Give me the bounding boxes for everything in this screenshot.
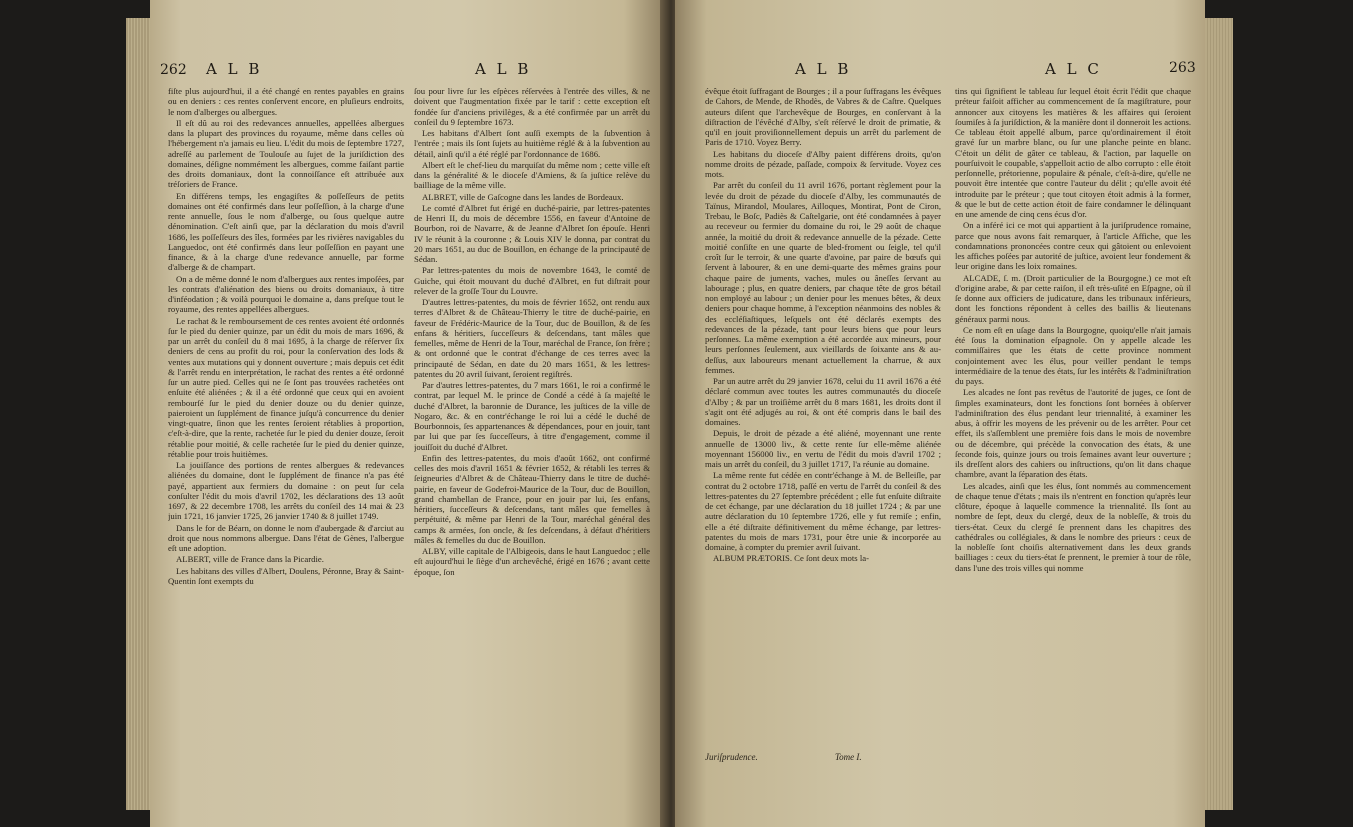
paragraph: ALCADE, ſ. m. (Droit particulier de la Bourgogne.) ce mot eſt d'origine arabe, & par cette raiſon, il eſt très-uſité en Eſpagne, où il ſe donne aux officiers de judicature, dans les tribunaux inférieurs, dont les fonctions répondent à celles des baillis & lieutenans généraux parmi nous.	[955, 272, 1191, 324]
paragraph: D'autres lettres-patentes, du mois de février 1652, ont rendu aux terres d'Albret & de Château-Thierry le titre de duché-pairie, en faveur de Frédéric-Maurice de la Tour, duc de Bouillon, & de ſes enfans & héritiers, ſucceſſeurs & deſcendans, tant mâles que femelles, même de Henri de la Tour, maréchal de France, ſon frère ; & ont ordonné que le contrat d'échange de ces terres avec la principauté de Sédan, en date du 20 mars 1651, & les lettres-patentes du 20 avril ſuivant, ſeroient regiſtrés.	[414, 297, 650, 379]
paragraph: En différens temps, les engagiſtes & poſſeſſeurs de petits domaines ont été confirmés dans leur poſſeſſion, à la charge d'une rente annuelle, ſous le nom d'alberge, ou ſous quelque autre dénomination. C'eſt ainſi que, par la déclaration du mois d'avril 1686, les poſſeſſeurs des îles, formées par les rivières navigables du Languedoc, ont été confirmés dans leur poſſeſſion en payant une finance, & à la charge d'une redevance annuelle, par forme d'alberge & de champart.	[168, 190, 404, 273]
running-head: A L C	[1045, 60, 1102, 78]
text-column	[955, 86, 1191, 786]
left-page-edges	[126, 18, 152, 810]
right-page-header	[685, 60, 1196, 82]
paragraph: Le rachat & le remboursement de ces rentes avoient été ordonnés ſur le pied du denier quinze, par un édit du mois de mars 1696, & par un arrêt du conſeil du 8 mai 1695, à la charge de réſerver ſix deniers de cens au profit du roi, pour la conſervation des lods & ventes aux mutations qui y donnent ouverture ; mais depuis cet édit & l'arrêt rendu en interprétation, le rachat des rentes a été ordonné ſur un autre pied. Celles qui ne ſe ſont pas trouvées rachetées ont enſuite été aliénées ; & il a été ordonné que ceux qui en avoient rembourſé ſur le pied du denier douze ou du denier quinze, paieroient un ſupplément de finance juſqu'à concurrence du denier vingt-quatre, ſinon que les rentes ſeroient rétablies à proportion, c'eſt-à-dire, que la rente, rachetée ſur le pied du denier douze, ſeroit rétablie pour moitié, & celle rachetée ſur le pied du denier quinze, rétablie pour trois huitièmes.	[168, 315, 404, 459]
paragraph: fiſte plus aujourd'hui, il a été changé en rentes payables en grains ou en deniers : ces rentes conſervent encore, en pluſieurs endroits, le nom d'alberges ou albergues.	[168, 86, 404, 117]
text-column	[168, 86, 404, 786]
text-column	[414, 86, 650, 786]
right-page	[675, 0, 1205, 827]
paragraph: évêque étoit ſuffragant de Bourges ; il a pour ſuffragans les évêques de Cahors, de Mende, de Rhodès, de Vabres & de Caſtre. Quelques auteurs diſent que l'archevêque de Bourges, en conſervant à la diſtraction de l'évêché d'Alby, s'eſt réſervé le droit de primatie, & qu'il en jouit proviſionnellement depuis un arrêt du parlement de Paris de 1710. Voyez Berry.	[705, 86, 941, 148]
running-head: A L B	[795, 60, 852, 78]
left-page-header	[160, 60, 655, 82]
paragraph: Par lettres-patentes du mois de novembre 1643, le comté de Guiche, qui étoit mouvant du duché d'Albret, en fut diſtrait pour relever de la groſſe Tour du Louvre.	[414, 265, 650, 296]
paragraph: Le comté d'Albret fut érigé en duché-pairie, par lettres-patentes de Henri II, du mois de décembre 1556, en faveur d'Antoine de Bourbon, roi de Navarre, & de Jeanne d'Albret ſon épouſe. Henri IV le réunit à la couronne ; & Louis XIV le donna, par contrat du 20 mars 1651, au duc de Bouillon, en échange de la principauté de Sédan.	[414, 202, 650, 264]
paragraph: Enfin des lettres-patentes, du mois d'août 1662, ont confirmé celles des mois d'avril 1651 & février 1652, & rétabli les terres & ſeigneuries d'Albret & de Château-Thierry dans le titre de duché-pairie, en faveur de Godefroi-Maurice de la Tour, duc de Bouillon, grand chambellan de France, pour en jouir par lui, ſes enfans, héritiers, ſucceſſeurs & deſcendans, tant mâles que femelles à perpétuité, & même par Henri de la Tour, maréchal général des camps & armées, ſon oncle, & ſes deſcendans, à défaut d'héritiers mâles & femelles du duc de Bouillon.	[414, 452, 650, 545]
footer-right: Tome I.	[835, 752, 862, 762]
paragraph: Dans le for de Béarn, on donne le nom d'aubergade & d'arciut au droit que nous nommons albergue. Dans l'état de Gènes, l'albergue eſt une adoption.	[168, 522, 404, 553]
paragraph: Les alcades, ainſi que les élus, ſont nommés au commencement de chaque tenue d'états ; mais ils n'entrent en fonction qu'après leur clôture, époque à laquelle commence la triennalité. Ils ſont au nombre de ſept, deux du clergé, deux de la nobleſſe, & trois du tiers-état. Ceux du clergé ſe prennent dans les chapitres des cathédrales ou collégiales, & dans le nombre des prieurs : ceux de la nobleſſe ſont choiſis alternativement dans les deux grands bailliages : ceux du tiers-état ſe prennent, le premier à tour de rôle, dans l'une des trois villes qui nomme	[955, 480, 1191, 573]
paragraph: ALBERT, ville de France dans la Picardie.	[176, 554, 324, 565]
paragraph: ALBRET, ville de Gaſcogne dans les landes de Bordeaux.	[422, 191, 624, 202]
paragraph: tins qui ſignifient le tableau ſur lequel étoit écrit l'édit que chaque préteur faiſoit afficher au commencement de ſa magiſtrature, pour annoncer aux citoyens les matières & les affaires qui ſeroient ſoumiſes à ſa juriſdiction, & la manière dont il donneroit les actions. Ce tableau étoit appellé album, parce qu'ordinairement il étoit gravé ſur un marbre blanc, ou ſur une planche peinte en blanc. C'étoit un délit de gâter ce tableau, & l'action, par laquelle on pourſuivoit le coupable, s'appelloit actio de albo corrupto : elle étoit perſonnelle, prétorienne, populaire & pénale, c'eſt-à-dire, qu'elle ne pouvoit être intentée que contre l'auteur du délit ; qu'elle avoit été introduite par le préteur ; que tout citoyen étoit admis à la former, & que le but de cette action étoit de faire condamner le délinquant en une amende de cinq cens écus d'or.	[955, 86, 1191, 219]
text-column	[705, 86, 941, 748]
left-page	[150, 0, 665, 827]
paragraph: Depuis, le droit de pézade a été aliéné, moyennant une rente annuelle de 13000 liv., & cette rente ſur elle-même aliénée moyennant 156000 liv., en vertu de l'édit du mois d'avril 1702 ; mais un arrêt du conſeil, du 3 juillet 1717, l'a réunie au domaine.	[705, 428, 941, 469]
paragraph: Par un autre arrêt du 29 janvier 1678, celui du 11 avril 1676 a été déclaré commun avec toutes les autres communautés du dioceſe d'Alby ; & par un troiſième arrêt du 8 mars 1681, les droits dont il s'agit ont été adjugés au roi, & ont été compris dans le bail des domaines.	[705, 376, 941, 427]
page-number: 262	[160, 62, 187, 78]
paragraph: Les habitans des villes d'Albert, Doulens, Péronne, Bray & Saint-Quentin ſont exempts du	[168, 565, 404, 586]
paragraph: Les alcades ne ſont pas revêtus de l'autorité de juges, ce ſont de ſimples examinateurs, dont les fonctions ſont bornées à obſerver l'adminiſtration des élus pendant leur triennalité, à examiner les abus, à offrir les moyens de les prévenir ou de les arrêter. Pour cet effet, ils s'aſſemblent une première fois dans le mois de novembre ou de décembre, qui précède la convocation des états, & une ſeconde fois, quinze jours ou trois ſemaines avant leur ouverture ; ils dreſſent alors des cahiers ou inſtructions, qu'on lit dans chaque chambre, avant la ſéparation des états.	[955, 387, 1191, 480]
page-number: 263	[1169, 60, 1196, 76]
footer-left: Juriſprudence.	[705, 752, 758, 762]
paragraph: On a inféré ici ce mot qui appartient à la juriſprudence romaine, parce que nous avons fait remarquer, à l'article Affiche, que les condamnations prononcées contre ceux qui gâtoient ou enlevoient les affiches poſées par autorité de juſtice, avoient leur fondement & leur origine dans les loix romaines.	[955, 220, 1191, 272]
paragraph: Les habitans d'Albert ſont auſſi exempts de la ſubvention à l'entrée ; mais ils ſont ſujets au huitième réglé & à la ſubvention au détail, ainſi qu'il a été réglé par l'ordonnance de 1686.	[414, 128, 650, 159]
paragraph: Il eſt dû au roi des redevances annuelles, appellées albergues dans la plupart des provinces du royaume, même dans celles où l'hébergement n'a jamais eu lieu. L'édit du mois de ſeptembre 1727, adreſſé au parlement de Toulouſe au ſujet de la juriſdiction des domaines, déſigne nommément les albergues, comme faiſant partie des droits domaniaux, dont la connoiſſance eſt attribuée aux tréſoriers de France.	[168, 117, 404, 190]
paragraph: La même rente fut cédée en contr'échange à M. de Belleiſle, par contrat du 2 octobre 1718, paſſé en vertu de l'arrêt du conſeil & des lettres-patentes du 27 ſeptembre précédent ; elle fut enſuite diſtraite de cet échange, par une déclaration du 18 juillet 1724 ; & par une autre déclaration du 10 ſeptembre 1726, elle y fut remiſe ; enfin, elle a été diſtraite définitivement du même échange, par lettres-patentes du mois de mars 1731, pour être unie & incorporée au domaine, à compter du premier avril ſuivant.	[705, 470, 941, 552]
right-page-edges	[1205, 18, 1233, 810]
running-head: A L B	[475, 60, 532, 78]
paragraph: Par d'autres lettres-patentes, du 7 mars 1661, le roi a confirmé le contrat, par lequel M. le prince de Condé a cédé à ſa majeſté le duché d'Albret, la baronnie de Durance, les juſtices de la ville de Nogaro, &c. & en contr'échange le roi lui a cédé le duché de Bourbonnois, ſes appartenances & dépendances, pour en jouir, tant par lui que par ſes ſucceſſeurs, à titre d'engagement, comme il jouiſſoit du duché d'Albret.	[414, 380, 650, 452]
paragraph: Les habitans du dioceſe d'Alby paient différens droits, qu'on nomme droits de pézade, paſſade, compoix & ſervitude. Voyez ces mots.	[705, 148, 941, 179]
paragraph: Albert eſt le chef-lieu du marquiſat du même nom ; cette ville eſt dans la généralité & le dioceſe d'Amiens, & ſa juſtice relève du bailliage de la même ville.	[414, 159, 650, 191]
paragraph: ALBUM PRÆTORIS. Ce ſont deux mots la-	[713, 553, 869, 564]
paragraph: Par arrêt du conſeil du 11 avril 1676, portant règlement pour la levée du droit de pézade du dioceſe d'Alby, les communautés de Taïnus, Mirandol, Moulares, Ailloques, Montirat, Pont de Ciron, Trebau, le Boſc, Padiès & Caſtelgarie, ont été condamnées à payer au receveur ou fermier du domaine du roi, le 29 août de chaque année, la moitié du droit & redevance annuelle de la pézade. Cette moitié conſiſte en une quarte de bled-froment ou ſeigle, tel qu'il croît ſur le terroir, & une quarte d'avoine, par paire de bœufs qui ſervent à labourer, & en une demi-quarte des mêmes grains pour chaque paire de juments, vaches, mules ou âneſſes ſervant au labourage ; plus, en quatre deniers, par chaque tête de gros bétail non employé au labour ; un denier pour les menues bêtes, & deux deniers pour chaque homme, à l'exception néanmoins des nobles & des eccléſiaſtiques, leſquels ont été déclarés exempts des redevances de la pézade, tant pour leurs biens que pour leurs perſonnes. La même exemption a été accordée aux mineurs, pour leurs perſonnes ſeulement, aux vieillards de ſoixante ans & au-deſſus, aux laboureurs menant actuellement la charrue, & aux femmes.	[705, 180, 941, 375]
paragraph: ALBY, ville capitale de l'Albigeois, dans le haut Languedoc ; elle eſt aujourd'hui le ſiège d'un archevêché, érigé en 1676 ; avant cette époque, ſon	[414, 546, 650, 577]
paragraph: On a de même donné le nom d'albergues aux rentes impoſées, par les contrats d'aliénation des biens ou droits domaniaux, à titre d'inféodation ; & voilà pourquoi le domaine a, dans preſque tout le royaume, des rentes appellées albergues.	[168, 273, 404, 315]
paragraph: Ce nom eſt en uſage dans la Bourgogne, quoiqu'elle n'ait jamais été ſous la domination eſpagnole. On y appelle alcade les commiſſaires que les états de cette province nomment conjointement avec les élus, pour veiller pendant le temps intermédiaire de la tenue des états, ſur les intérêts & l'adminiſtration du pays.	[955, 324, 1191, 386]
paragraph: ſou pour livre ſur les eſpèces réſervées à l'entrée des villes, & ne doivent que l'augmentation fixée par le tarif : cette exception eſt fondée ſur d'anciens privilèges, & a été confirmée par un arrêt du conſeil du 9 ſeptembre 1673.	[414, 86, 650, 127]
paragraph: La jouiſſance des portions de rentes albergues & redevances aliénées du domaine, dont le ſupplément de finance n'a pas été payé, appartient aux fermiers du domaine : on peut ſur cela conſulter l'édit du mois d'avril 1702, les déclarations des 13 août 1697, & 22 decembre 1708, les arrêts du conſeil des 14 mai & 23 juin 1721, 16 janvier 1725, 26 janvier 1740 & 8 juillet 1749.	[168, 460, 404, 522]
running-head: A L B	[206, 60, 263, 78]
